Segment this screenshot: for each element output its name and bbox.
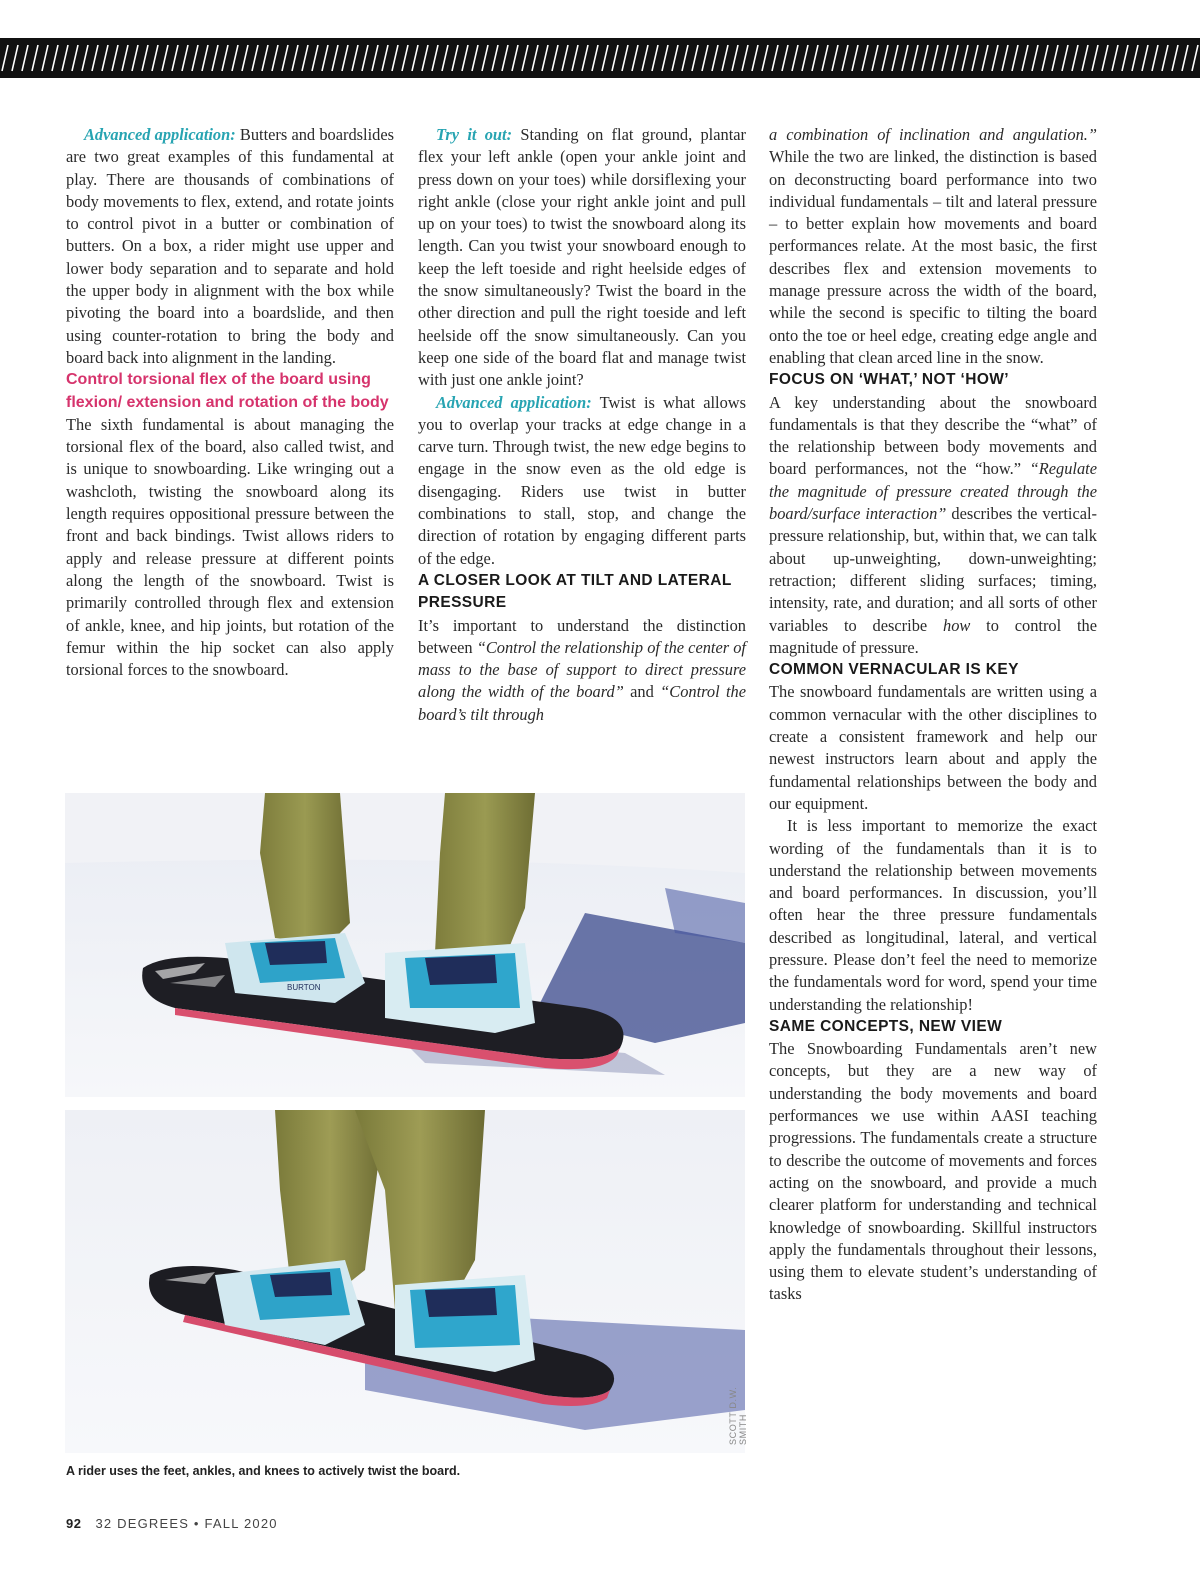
paragraph-distinction xyxy=(418,615,746,726)
paragraph-text: Butters and boardslides are two great examples of this fundamental at play. There are thousands of combinations of body movements to flex, extend, and rotate joints to control pivot in a butter or combination of butters. On a box, a rider might use upper and lower body separation and to separate and hold the upper body in alignment with the box while pivoting the board into a boardslide, and then using counter-rotation to bring the body and board back into alignment in the landing. xyxy=(66,125,394,367)
snowboard-illustration-2 xyxy=(65,1110,748,1453)
section-heading-focus-what: FOCUS ON ‘WHAT,’ NOT ‘HOW’ xyxy=(769,371,1010,389)
section-heading-same-concepts: SAME CONCEPTS, NEW VIEW xyxy=(769,1017,1003,1035)
text-run: describes the vertical-pressure relationship, but, within that, we can talk about up-unweighting, down-unweighting; retraction; different sliding surfaces; timing, intensity, rate, and duration; and all sorts of other variables to describe xyxy=(769,504,1098,635)
photo-snowboard-twist-1 xyxy=(65,793,745,1097)
lead-advanced-application: Advanced application: xyxy=(84,125,236,144)
lead-try-it-out: Try it out: xyxy=(436,125,513,144)
quote-fundamental: “Control the relationship of the center of mass to the base of support to direct pressure along the width of the board” xyxy=(418,637,746,702)
snowboard-illustration-1 xyxy=(65,793,745,1097)
text-run: how xyxy=(943,615,971,635)
paragraph-butters xyxy=(66,124,394,369)
text-run: It’s important to understand the distinction between xyxy=(418,615,746,657)
text-run: While the two are linked, the distinction is based on deconstructing board performance into two individual fundamentals – tilt and lateral pressure – to better explain how movements and board performances relate. At the most basic, the first describes flex and extension movements to manage pressure across the width of the board, while the second is specific to tilting the board onto the toe or heel edge, creating edge angle and enabling that clean arced line in the snow. xyxy=(769,147,1097,367)
quote-fundamental: “Regulate the magnitude of pressure created through the board/surface interaction” xyxy=(769,459,1097,524)
publication-name: 32 DEGREES • FALL 2020 xyxy=(95,1516,278,1531)
quote-fundamental: a combination of inclination and angulation.” xyxy=(769,125,1097,144)
lead-advanced-application: Advanced application: xyxy=(436,392,592,412)
paragraph-text: Twist is what allows you to overlap your tracks at edge change in a carve turn. Through twist, the new edge begins to engage in the snow even as the old edge is disengaging. Riders use twist in butter combinations to stall, stop, and change the direction of rotation by engaging different parts of the edge. xyxy=(418,392,746,568)
paragraph-try-it-out xyxy=(418,124,746,392)
page-footer xyxy=(66,1516,278,1531)
paragraph-same-concepts: The Snowboarding Fundamentals aren’t new concepts, but they are a new way of understanding the body movements and board performances we use within AASI teaching progressions. The fundamentals create a structure to describe the outcome of movements and forces acting on the snowboard, and provide a much clearer platform for understanding and technical knowledge of snowboarding. Skillful instructors apply the fundamentals throughout their lessons, using them to elevate student’s understanding of tasks xyxy=(769,1039,1097,1304)
section-heading-vernacular: COMMON VERNACULAR IS KEY xyxy=(769,661,1019,679)
photo-credit: SCOTT D.W. SMITH xyxy=(728,1386,748,1445)
header-stripe-bar xyxy=(0,38,1200,78)
text-column-2 xyxy=(418,124,746,726)
paragraph-sixth-fundamental: The sixth fundamental is about managing the torsional flex of the board, also called twist, and is unique to snowboarding. Like wringing out a washcloth, twisting the snowboard along its length requires oppositional pressure between the front and back bindings. Twist allows riders to apply and release pressure at different points along the length of the snowboard. Twist is primarily controlled through flex and extension of ankle, knee, and hip joints, but rotation of the femur within the hip socket can also apply torsional forces to the snowboard. xyxy=(66,414,394,680)
quote-fundamental: “Control the board’s tilt through xyxy=(418,682,746,724)
paragraph-memorize: It is less important to memorize the exact wording of the fundamentals than it is to understand the relationship between movements and board performances. In discussion, you’ll often hear the three pressure fundamentals described as longitudinal, lateral, and vertical pressure. Please don’t feel the need to memorize the fundamentals word for word, spend your time understanding the relationship! xyxy=(769,816,1097,1014)
text-column-1 xyxy=(66,124,394,681)
page-number: 92 xyxy=(66,1516,82,1531)
section-heading-torsional-flex: Control torsional flex of the board using flexion/ extension and rotation of the body xyxy=(66,371,389,411)
binding-brand-text: BURTON xyxy=(287,983,321,992)
paragraph-inclination xyxy=(769,124,1097,369)
photo-caption: A rider uses the feet, ankles, and knees to actively twist the board. xyxy=(66,1464,461,1478)
diagonal-stripes xyxy=(0,38,1200,78)
paragraph-key-understanding xyxy=(769,392,1097,660)
paragraph-vernacular: The snowboard fundamentals are written using a common vernacular with the other disciplines to create a consistent framework and help our newest instructors learn about and apply the fundamental relationships between the body and our equipment. xyxy=(769,682,1097,813)
paragraph-advanced-twist xyxy=(418,392,746,570)
text-run: and xyxy=(623,682,661,702)
text-run: A key understanding about the snowboard fundamentals is that they describe the “what” of the relationship between body movements and board performances, not the “how.” xyxy=(769,392,1097,479)
text-run: to control the magnitude of pressure. xyxy=(769,615,1098,657)
photo-snowboard-twist-2 xyxy=(65,1110,748,1453)
text-column-3 xyxy=(769,124,1097,1306)
paragraph-text: Standing on flat ground, plantar flex your left ankle (open your ankle joint and press down on your toes) while dorsiflexing your right ankle (close your right ankle joint and pull up on your toes) to twist the snowboard along its length. Can you twist your snowboard enough to keep the left toeside and right heelside edges of the snow simultaneously? Twist the board in the other direction and pull the right toeside and left heelside off the snow simultaneously. Can you keep one side of the board flat and manage twist with just one ankle joint? xyxy=(418,125,746,390)
section-heading-tilt-lateral: A CLOSER LOOK AT TILT AND LATERAL PRESSURE xyxy=(418,571,732,612)
